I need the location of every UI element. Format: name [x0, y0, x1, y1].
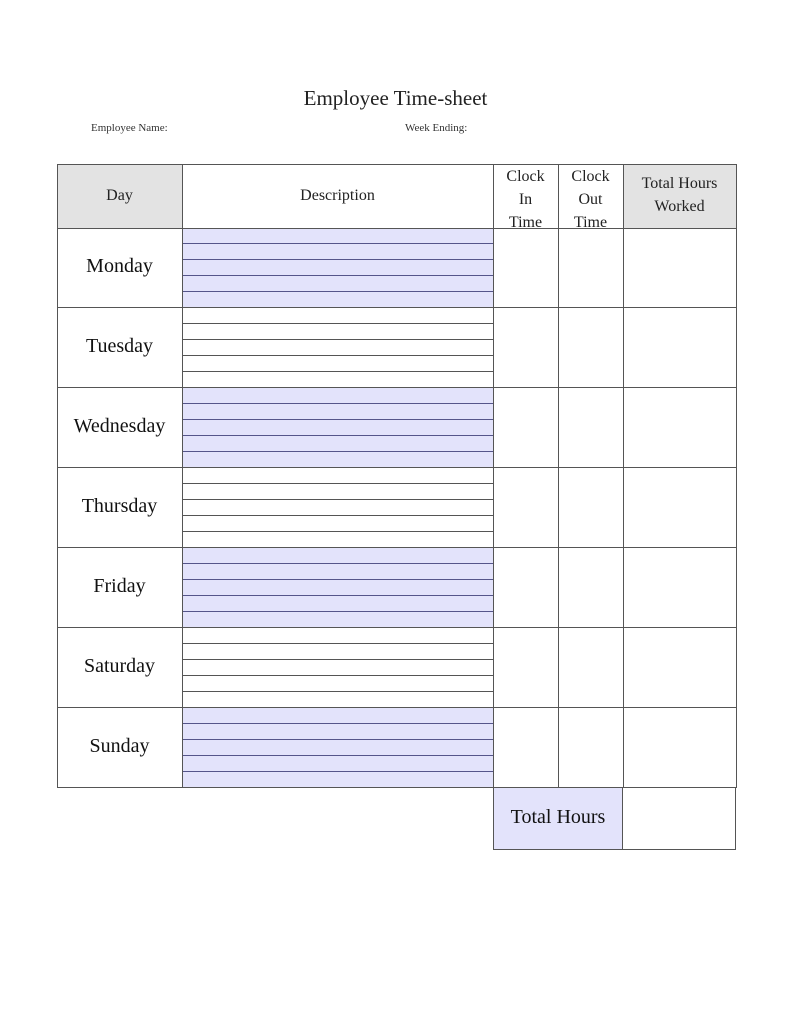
day-label-tuesday: Tuesday — [85, 335, 154, 357]
description-lines-sunday[interactable] — [182, 708, 493, 788]
grid-row-divider — [57, 627, 737, 628]
header-clock-out-line2: Out — [578, 191, 603, 208]
grid-row-divider — [57, 307, 737, 308]
week-ending-label: Week Ending: — [405, 122, 468, 134]
header-clock-out-line1: Clock — [571, 168, 610, 185]
header-clock-in-line3: Time — [508, 214, 543, 228]
page-title: Employee Time-sheet — [303, 86, 488, 110]
header-clock-out — [558, 165, 623, 228]
grid-left-border — [57, 164, 58, 787]
description-lines-tuesday[interactable] — [182, 308, 493, 388]
grid-top-border — [57, 164, 737, 165]
header-description: Description — [300, 187, 375, 204]
description-lines-thursday[interactable] — [182, 468, 493, 548]
header-total-hours-line1: Total Hours — [641, 175, 718, 192]
grid-header-bottom — [57, 228, 737, 229]
day-label-monday: Monday — [86, 255, 153, 277]
header-clock-in — [493, 165, 558, 228]
header-day: Day — [106, 187, 133, 204]
total-hours-label: Total Hours — [510, 806, 606, 828]
header-clock-in-line1: Clock — [506, 168, 545, 185]
grid-col-clockin-divider — [558, 164, 559, 787]
total-hours-value-cell[interactable] — [622, 787, 736, 850]
grid-right-border — [736, 164, 737, 787]
header-clock-out-line3: Time — [573, 214, 608, 228]
employee-name-label: Employee Name: — [91, 122, 168, 134]
grid-row-divider — [57, 467, 737, 468]
day-label-friday: Friday — [93, 575, 146, 597]
description-lines-monday[interactable] — [182, 228, 493, 308]
grid-col-clockout-divider — [623, 164, 624, 787]
grid-row-divider — [57, 707, 737, 708]
header-total-hours-worked — [623, 172, 736, 218]
day-label-thursday: Thursday — [81, 495, 158, 517]
description-lines-saturday[interactable] — [182, 628, 493, 708]
grid-row-divider — [57, 387, 737, 388]
grid-col-desc-divider — [493, 164, 494, 787]
grid-row-divider — [57, 547, 737, 548]
header-total-hours-line2: Worked — [654, 198, 705, 215]
description-lines-friday[interactable] — [182, 548, 493, 628]
header-clock-in-line2: In — [518, 191, 533, 208]
day-label-saturday: Saturday — [83, 655, 156, 677]
day-label-wednesday: Wednesday — [73, 415, 166, 437]
day-label-sunday: Sunday — [89, 735, 150, 757]
grid-col-day-divider — [182, 164, 183, 787]
description-lines-wednesday[interactable] — [182, 388, 493, 468]
